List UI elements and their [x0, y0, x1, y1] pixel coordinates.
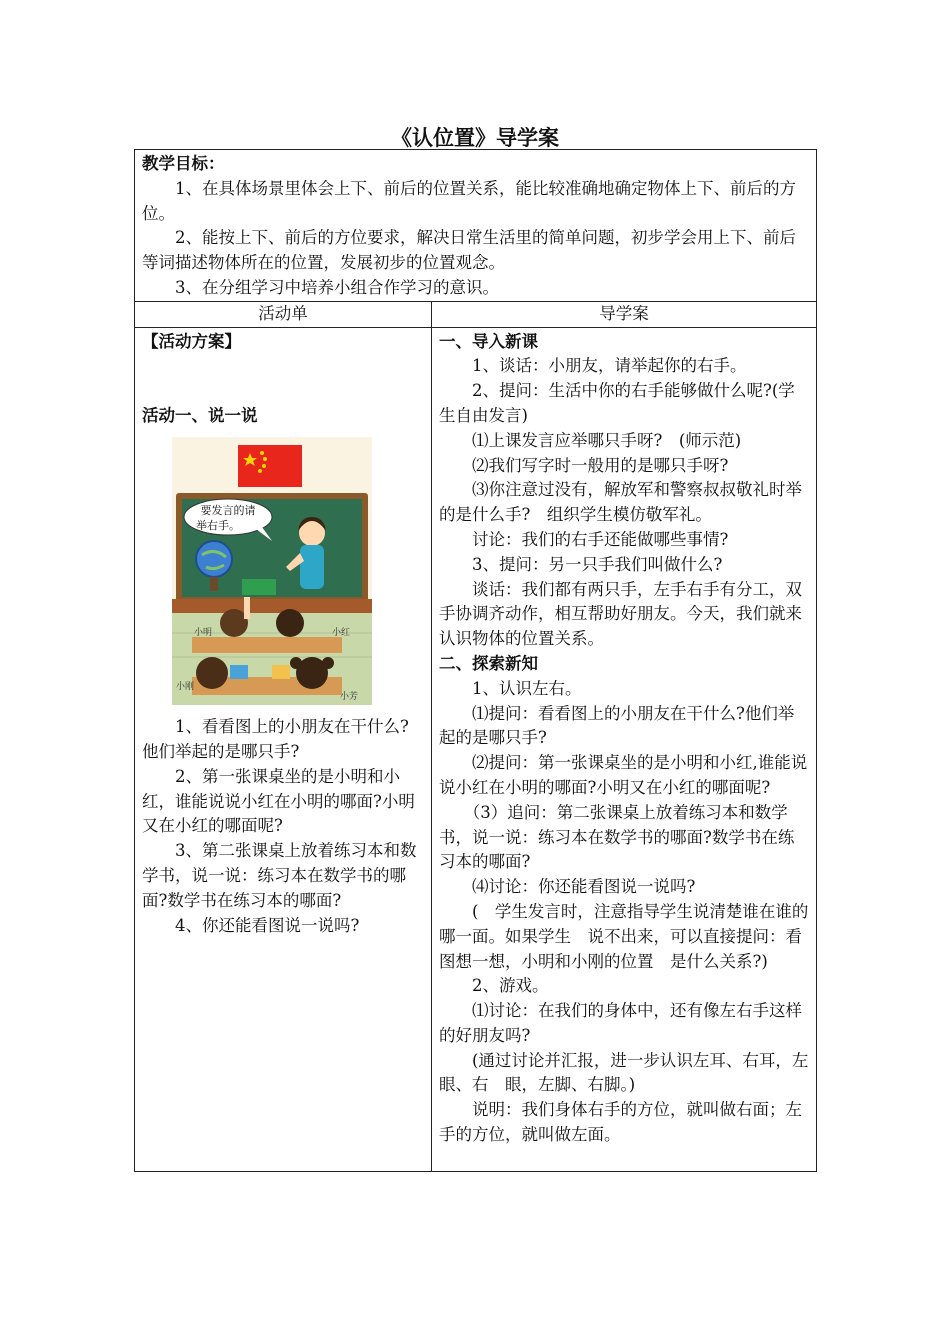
activity-question: 2、第一张课桌坐的是小明和小红，谁能说说小红在小明的哪面?小明又在小红的哪面呢?	[142, 766, 415, 836]
activity-question: 1、看看图上的小朋友在干什么?他们举起的是哪只手?	[142, 717, 409, 761]
objectives-heading: 教学目标：	[142, 154, 225, 173]
column-header-left: 活动单	[135, 301, 432, 327]
plan-heading: 【活动方案】	[142, 331, 241, 351]
student-head	[276, 609, 304, 637]
math-book	[272, 665, 290, 679]
teacher-desk	[172, 599, 372, 613]
board-text-line1: 要发言的请	[200, 504, 256, 518]
guide-line: （3）追问：第二张课桌上放着练习本和数学书，说一说：练习本在数学书的哪面?数学书在练习本的哪面?	[439, 802, 795, 872]
book-icon	[242, 579, 276, 595]
guide-line: ⑴上课发言应举哪只手呀? (师示范)	[472, 430, 742, 450]
guide-line: 讨论：我们的右手还能做哪些事情?	[472, 529, 729, 549]
guide-cell	[432, 327, 817, 1171]
guide-line: 3、提问：另一只手我们叫做什么?	[472, 554, 723, 574]
exercise-book	[230, 665, 248, 679]
guide-line: 谈话：我们都有两只手，左手右手有分工，双手协调齐动作，相互帮助好朋友。今天，我们就来认识物体的位置关系。	[439, 579, 802, 649]
label-xiaoming: 小明	[194, 628, 213, 639]
guide-line: (通过讨论并汇报，进一步认识左耳、右耳，左眼、右 眼，左脚、右脚。)	[439, 1050, 809, 1095]
activity-question: 4、你还能看图说一说吗?	[175, 915, 360, 935]
activity-cell	[135, 327, 432, 1171]
guide-line: ⑵我们写字时一般用的是哪只手呀?	[472, 455, 729, 475]
label-xiaohong: 小红	[332, 628, 351, 639]
student-head	[196, 657, 228, 689]
student-desk-1	[192, 637, 342, 653]
guide-line: ⑶你注意过没有，解放军和警察叔叔敬礼时举的是什么手? 组织学生模仿敬军礼。	[439, 480, 802, 525]
objective-item: 1、在具体场景里体会上下、前后的位置关系，能比较准确地确定物体上下、前后的方位。	[142, 178, 796, 223]
guide-line: 2、游戏。	[472, 976, 549, 996]
guide-line: ( 学生发言时，注意指导学生说清楚谁在谁的哪一面。如果学生 说不出来，可以直接提问：看图想一想，小明和小刚的位置 是什么关系?)	[439, 901, 809, 971]
content-row	[135, 327, 817, 1171]
china-flag	[238, 445, 302, 487]
objective-item: 3、在分组学习中培养小组合作学习的意识。	[175, 277, 499, 297]
label-xiaofang: 小芳	[340, 692, 359, 703]
page-title: 《认位置》导学案	[391, 126, 559, 150]
guide-line: ⑵提问：第一张课桌坐的是小明和小红,谁能说说小红在小明的哪面?小明又在小红的哪面呢?	[439, 753, 808, 797]
objective-item: 2、能按上下、前后的方位要求，解决日常生活里的简单问题，初步学会用上下、前后等词描述物体所在的位置，发展初步的位置观念。	[142, 228, 796, 273]
classroom-illustration	[172, 437, 372, 705]
label-xiaogang: 小刚	[176, 682, 195, 693]
section2-heading: 二、探索新知	[439, 653, 538, 673]
objectives-row	[135, 150, 817, 302]
lesson-table	[134, 149, 817, 1172]
guide-line: ⑴提问：看看图上的小朋友在干什么?他们举起的是哪只手?	[439, 703, 795, 748]
guide-line: 说明：我们身体右手的方位，就叫做右面；左手的方位，就叫做左面。	[439, 1100, 802, 1145]
activity-heading: 活动一、说一说	[142, 406, 258, 426]
guide-line: ⑷讨论：你还能看图说一说吗?	[472, 877, 696, 897]
objectives-cell	[135, 150, 817, 302]
guide-line: 1、认识左右。	[472, 678, 582, 698]
globe-icon	[196, 541, 232, 577]
student-head	[220, 609, 248, 637]
section1-heading: 一、导入新课	[439, 331, 538, 351]
column-header-row	[135, 301, 817, 327]
guide-line: 2、提问：生活中你的右手能够做什么呢?(学生自由发言)	[439, 381, 795, 425]
column-header-right: 导学案	[432, 301, 817, 327]
guide-line: 1、谈话：小朋友，请举起你的右手。	[472, 356, 747, 376]
guide-line: ⑴讨论：在我们的身体中，还有像左右手这样的好朋友吗?	[439, 1001, 802, 1045]
teacher-body	[300, 545, 324, 589]
board-text-line2: 举右手。	[196, 519, 240, 533]
activity-question: 3、第二张课桌上放着练习本和数学书，说一说：练习本在数学书的哪面?数学书在练习本的哪面?	[142, 841, 417, 910]
